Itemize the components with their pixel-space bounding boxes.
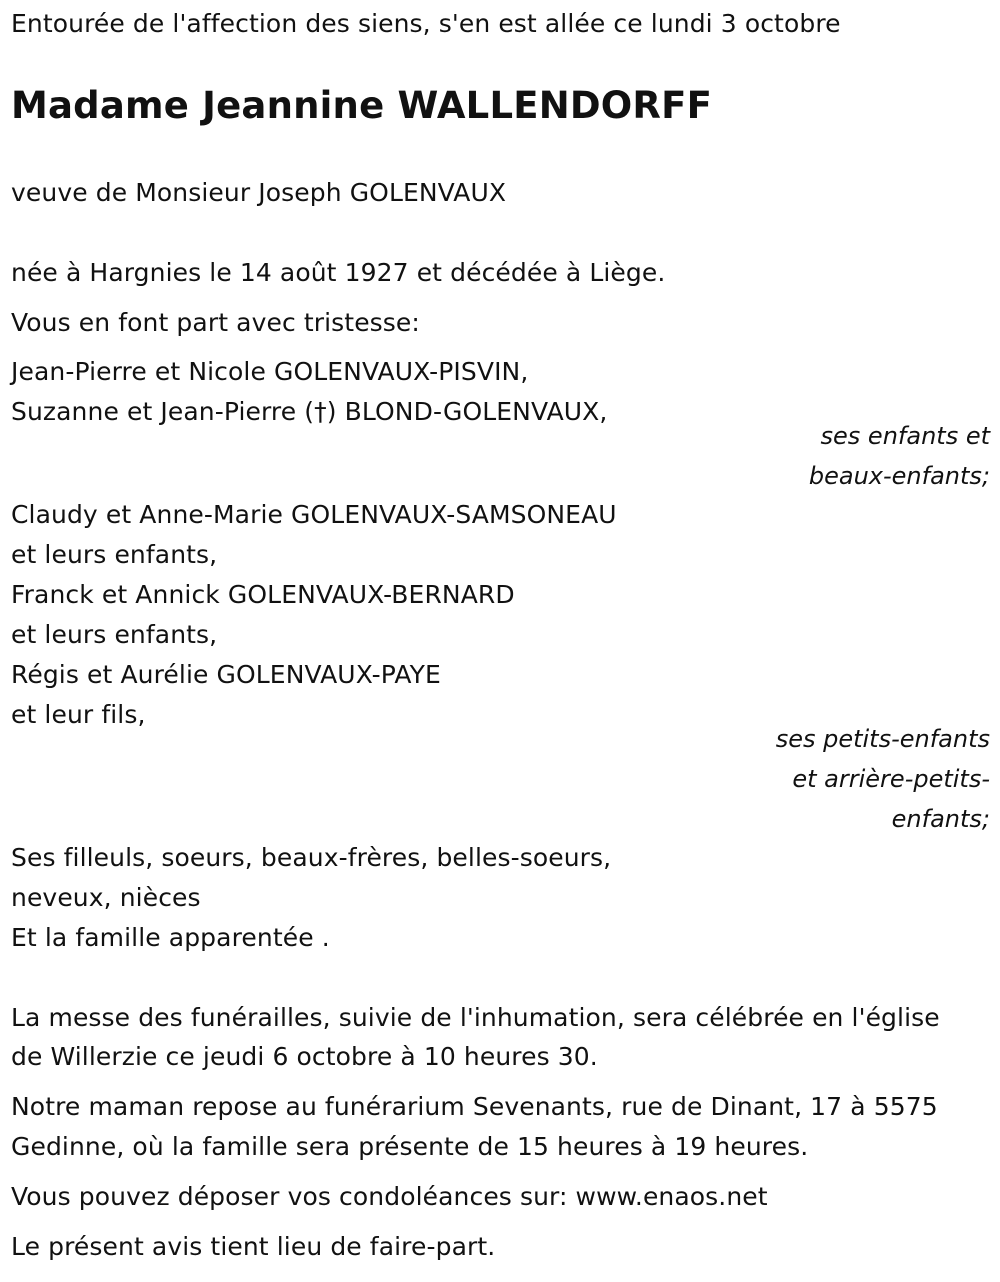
grandchildren-line: et leurs enfants, xyxy=(11,620,218,649)
funeral-home-line: Gedinne, où la famille sera présente de 15 heures à 19 heures. xyxy=(11,1132,809,1161)
grandchildren-relation-line: et arrière-petits- xyxy=(792,765,990,793)
others-line: neveux, nièces xyxy=(11,883,201,912)
others-line: Ses filleuls, soeurs, beaux-frères, belles-soeurs, xyxy=(11,843,612,872)
announce-text: Vous en font part avec tristesse: xyxy=(11,308,420,337)
mass-line: La messe des funérailles, suivie de l'inhumation, sera célébrée en l'église xyxy=(11,1003,940,1032)
birth-death-text: née à Hargnies le 14 août 1927 et décédée à Liège. xyxy=(11,258,666,287)
grandchildren-line: Régis et Aurélie GOLENVAUX-PAYE xyxy=(11,660,441,689)
grandchildren-line: Claudy et Anne-Marie GOLENVAUX-SAMSONEAU xyxy=(11,500,617,529)
children-line: Jean-Pierre et Nicole GOLENVAUX-PISVIN, xyxy=(11,357,529,386)
grandchildren-relation-line: enfants; xyxy=(891,805,990,833)
closing-text: Le présent avis tient lieu de faire-part. xyxy=(11,1232,496,1261)
mass-line: de Willerzie ce jeudi 6 octobre à 10 heures 30. xyxy=(11,1042,598,1071)
condolences-text: Vous pouvez déposer vos condoléances sur: www.enaos.net xyxy=(11,1182,768,1211)
children-line: Suzanne et Jean-Pierre (†) BLOND-GOLENVAUX, xyxy=(11,397,608,426)
grandchildren-line: et leur fils, xyxy=(11,700,146,729)
others-line: Et la famille apparentée . xyxy=(11,923,330,952)
children-relation-line: beaux-enfants; xyxy=(808,462,990,490)
deceased-name: Madame Jeannine WALLENDORFF xyxy=(11,84,713,127)
spouse-text: veuve de Monsieur Joseph GOLENVAUX xyxy=(11,178,507,207)
intro-text: Entourée de l'affection des siens, s'en est allée ce lundi 3 octobre xyxy=(11,9,841,38)
grandchildren-line: Franck et Annick GOLENVAUX-BERNARD xyxy=(11,580,515,609)
funeral-home-line: Notre maman repose au funérarium Sevenants, rue de Dinant, 17 à 5575 xyxy=(11,1092,938,1121)
grandchildren-line: et leurs enfants, xyxy=(11,540,218,569)
grandchildren-relation-line: ses petits-enfants xyxy=(775,725,990,753)
children-relation-line: ses enfants et xyxy=(820,422,990,450)
